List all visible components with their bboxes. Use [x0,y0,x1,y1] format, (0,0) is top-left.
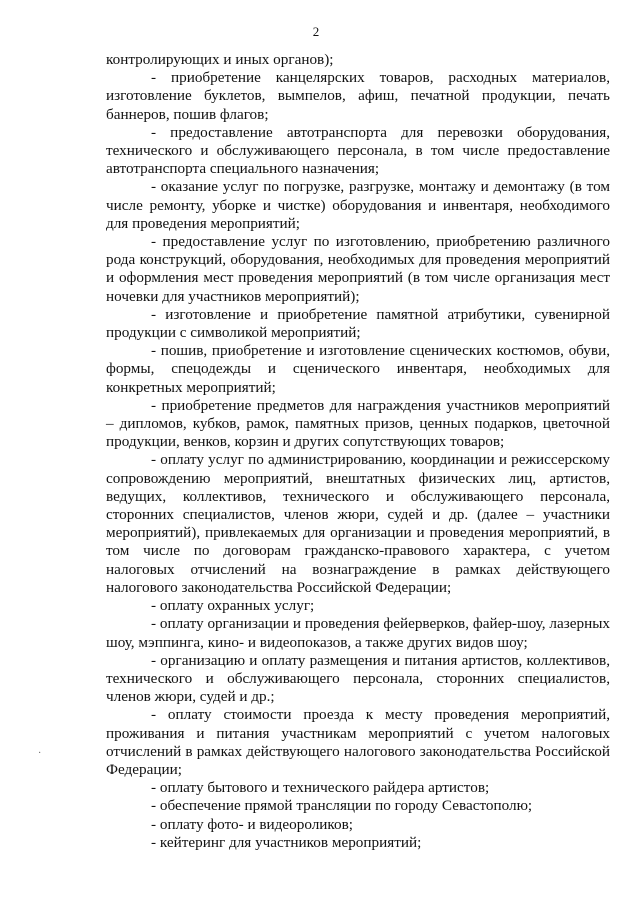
paragraph: - обеспечение прямой трансляции по городу Севастополю; [151,797,533,815]
paragraph: - кейтеринг для участников мероприятий; [151,833,422,851]
page-number: 2 [312,24,320,39]
paragraph: - оплату услуг по администрированию, координации и режиссерскому сопровождению мероприятий, внештатных физических лиц, артистов, ведущих, коллективов, технического и обслуживающего персонала, сторонних специалистов, членов жюри, судей и др. (далее – участники мероприятий), привлекаемых для организации и проведения мероприятий, в том числе по договорам гражданско-правового характера, с учетом налоговых отчислений на вознаграждение в рамках действующего налогового законодательства Российской Федерации; [106,451,610,596]
paragraph: - оказание услуг по погрузке, разгрузке, монтажу и демонтажу (в том числе ремонту, уборке и чистке) оборудования и инвентаря, необходимого для проведения мероприятий; [106,178,610,232]
paragraph: контролирующих и иных органов); [106,51,334,68]
paragraph: - пошив, приобретение и изготовление сценических костюмов, обуви, формы, спецодежды и сценического инвентаря, необходимых для конкретных мероприятий; [106,342,610,396]
paragraph: - предоставление услуг по изготовлению, приобретению различного рода конструкций, оборудования, необходимых для проведения мероприятий и оформления мест проведения мероприятий (в том числе организация мест ночевки для участников мероприятий); [106,233,610,305]
paragraph: - оплату организации и проведения фейерверков, файер-шоу, лазерных шоу, мэппинга, кино- и видеопоказов, а также других видов шоу; [106,615,610,651]
paragraph: - оплату бытового и технического райдера артистов; [151,779,490,797]
paragraph: - изготовление и приобретение памятной атрибутики, сувенирной продукции с символикой мероприятий; [106,305,610,342]
paragraph: - оплату фото- и видеороликов; [151,815,354,833]
paragraph: - приобретение предметов для награждения участников мероприятий – дипломов, кубков, рамок, памятных призов, ценных подарков, цветочной продукции, венков, корзин и других сопутствующих товаров; [106,396,610,451]
paragraph: - организацию и оплату размещения и питания артистов, коллективов, технического и обслуживающего персонала, сторонних специалистов, членов жюри, судей и др.; [106,651,610,706]
paragraph: - приобретение канцелярских товаров, расходных материалов, изготовление буклетов, вымпелов, афиш, печатной продукции, печать баннеров, пошив флагов; [106,69,610,123]
paragraph: - оплату стоимости проезда к месту проведения мероприятий, проживания и питания участникам мероприятий с учетом налоговых отчислений в рамках действующего налогового законодательства Российской Федерации; [106,706,610,778]
document-body [106,51,610,852]
paragraph: - предоставление автотранспорта для перевозки оборудования, технического и обслуживающего персонала, в том числе предоставление автотранспорта специального назначения; [106,123,610,178]
paragraph: - оплату охранных услуг; [151,597,315,615]
margin-mark: · [38,748,42,759]
